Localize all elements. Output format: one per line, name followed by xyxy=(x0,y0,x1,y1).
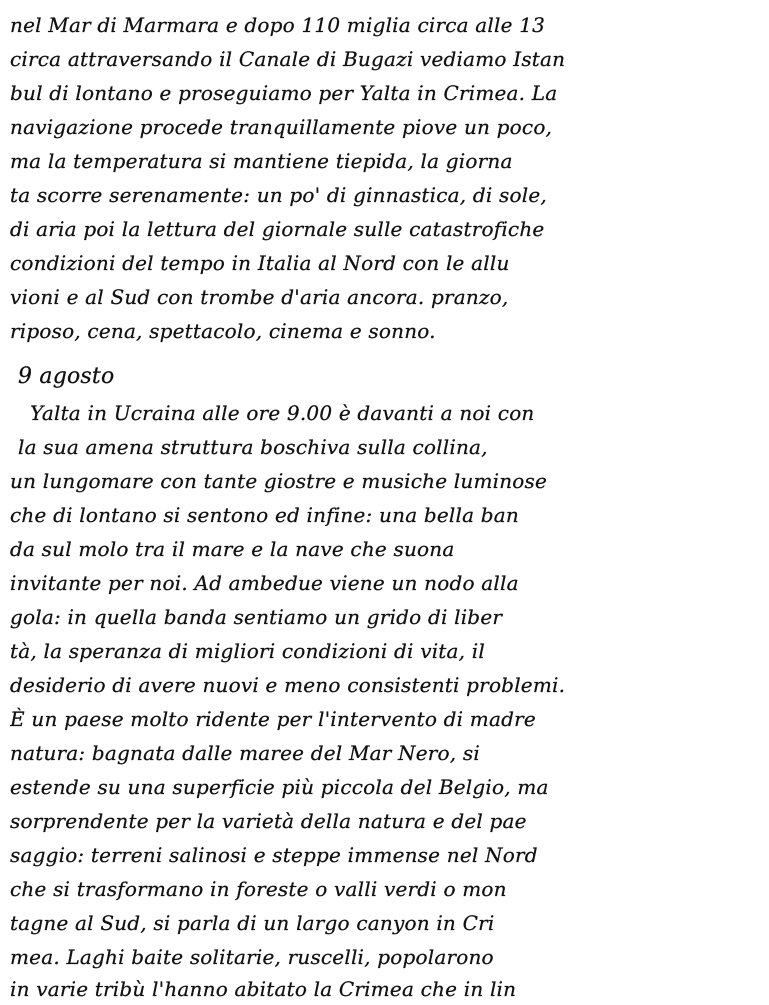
text-line: circa attraversando il Canale di Bugazi vediamo Istan xyxy=(10,47,566,71)
text-line: tà, la speranza di migliori condizioni di vita, il xyxy=(10,639,485,663)
text-line: Yalta in Ucraina alle ore 9.00 è davanti a noi con xyxy=(30,401,535,425)
text-line: da sul molo tra il mare e la nave che suona xyxy=(10,537,455,561)
text-line: bul di lontano e proseguiamo per Yalta in Crimea. La xyxy=(10,81,558,105)
text-line: un lungomare con tante giostre e musiche luminose xyxy=(10,469,548,493)
date-heading: 9 agosto xyxy=(18,364,115,389)
text-line: desiderio di avere nuovi e meno consistenti problemi. xyxy=(10,673,566,697)
text-line: natura: bagnata dalle maree del Mar Nero, si xyxy=(10,741,480,765)
text-line: estende su una superficie più piccola del Belgio, ma xyxy=(10,775,549,799)
text-line: che di lontano si sentono ed infine: una bella ban xyxy=(10,503,519,527)
text-line: ta scorre serenamente: un po' di ginnastica, di sole, xyxy=(10,183,547,207)
text-line: riposo, cena, spettacolo, cinema e sonno. xyxy=(10,319,436,343)
text-line: condizioni del tempo in Italia al Nord con le allu xyxy=(10,251,510,275)
text-line: saggio: terreni salinosi e steppe immense nel Nord xyxy=(10,843,538,867)
text-line: in varie tribù l'hanno abitato la Crimea che in lin xyxy=(10,977,517,1001)
text-line: di aria poi la lettura del giornale sulle catastrofiche xyxy=(10,217,545,241)
text-line: vioni e al Sud con trombe d'aria ancora. pranzo, xyxy=(10,285,509,309)
text-line: gola: in quella banda sentiamo un grido di liber xyxy=(10,605,503,629)
text-line: la sua amena struttura boschiva sulla collina, xyxy=(18,435,488,459)
text-line: navigazione procede tranquillamente piove un poco, xyxy=(10,115,553,139)
text-line: ma la temperatura si mantiene tiepida, la giorna xyxy=(10,149,513,173)
text-line: invitante per noi. Ad ambedue viene un nodo alla xyxy=(10,571,519,595)
text-line: che si trasformano in foreste o valli verdi o mon xyxy=(10,877,507,901)
text-line: sorprendente per la varietà della natura e del pae xyxy=(10,809,527,833)
text-line: mea. Laghi baite solitarie, ruscelli, popolarono xyxy=(10,945,494,969)
text-line: nel Mar di Marmara e dopo 110 miglia circa alle 13 xyxy=(10,13,546,37)
text-line: tagne al Sud, si parla di un largo canyon in Cri xyxy=(10,911,495,935)
text-line: È un paese molto ridente per l'intervento di madre xyxy=(10,707,536,731)
